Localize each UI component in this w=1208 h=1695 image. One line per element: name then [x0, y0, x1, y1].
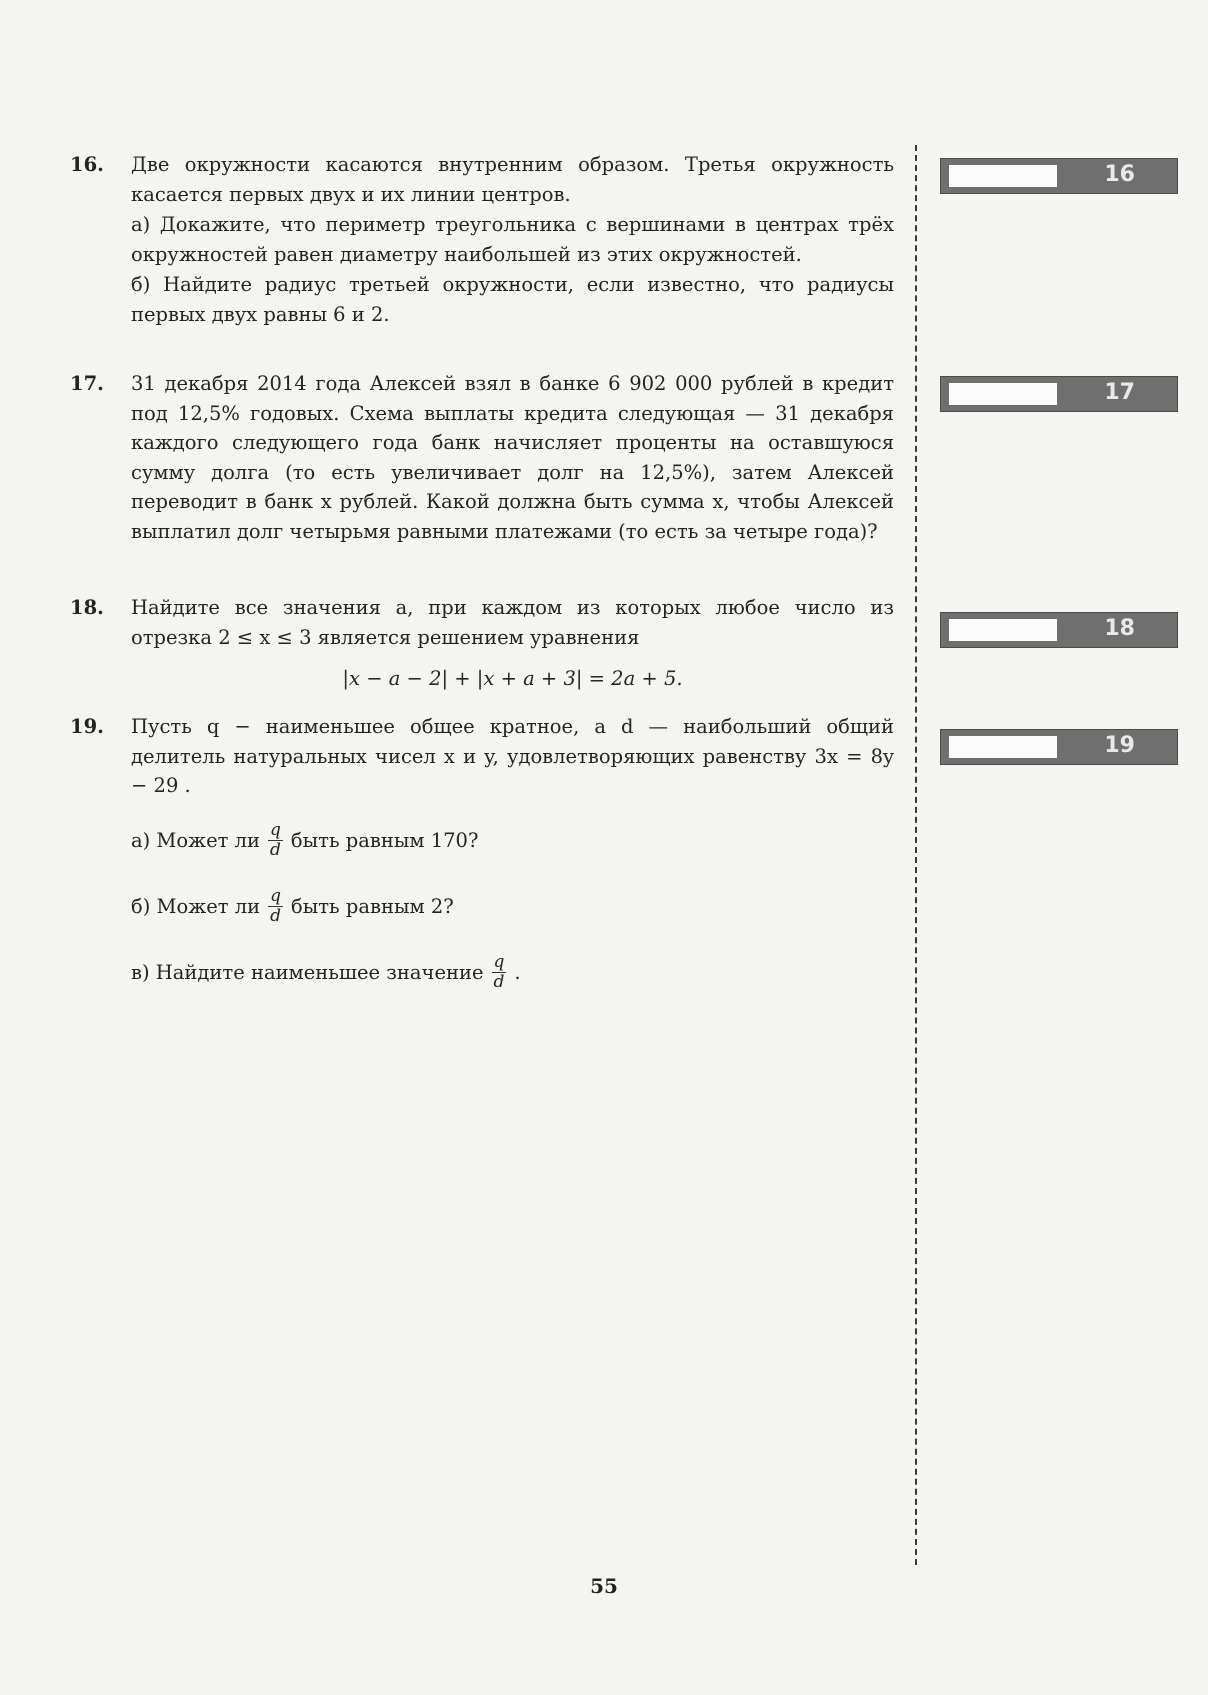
fraction-numerator: q	[270, 886, 281, 906]
subquestion-a	[131, 815, 894, 867]
subquestion-b	[131, 881, 894, 933]
fraction-q-over-d	[268, 887, 283, 926]
cut-line-divider	[915, 145, 917, 1565]
problem-18	[70, 593, 894, 694]
answer-field[interactable]	[949, 619, 1057, 641]
answer-box-16[interactable]	[940, 158, 1178, 194]
problem-19	[70, 712, 894, 999]
subquestion-suffix: .	[514, 960, 521, 984]
answer-box-17[interactable]	[940, 376, 1178, 412]
answer-box-19[interactable]	[940, 729, 1178, 765]
problem-17	[70, 369, 894, 546]
problem-text: 31 декабря 2014 года Алексей взял в банке 6 902 000 рублей в кредит под 12,5% годовых. Схема выплаты кредита следующая — 31 декабря каждого следующего года банк начисляет проценты на оставшуюся сумму долга (то есть увеличивает долг на 12,5%), затем Алексей переводит в банк x рублей. Какой должна быть сумма x, чтобы Алексей выплатил долг четырьмя равными платежами (то есть за четыре года)?	[131, 372, 894, 543]
answer-box-18[interactable]	[940, 612, 1178, 648]
problem-number: 19.	[70, 715, 104, 738]
answer-box-label: 19	[1104, 733, 1135, 758]
subquestion-prefix: в) Найдите наименьшее значение	[131, 960, 484, 984]
subquestion-suffix: быть равным 2?	[291, 894, 454, 918]
problem-part-b: б) Найдите радиус третьей окружности, если известно, что радиусы первых двух равны 6 и 2.	[131, 273, 894, 326]
problem-text: Найдите все значения a, при каждом из которых любое число из отрезка 2 ≤ x ≤ 3 является решением уравнения	[131, 596, 894, 649]
answer-field[interactable]	[949, 165, 1057, 187]
subquestion-prefix: б) Может ли	[131, 894, 261, 918]
fraction-denominator: d	[270, 840, 281, 860]
fraction-q-over-d	[492, 953, 507, 992]
answer-box-label: 18	[1104, 616, 1135, 641]
equation: |x − a − 2| + |x + a + 3| = 2a + 5.	[342, 667, 683, 690]
subquestion-prefix: а) Может ли	[131, 828, 260, 852]
problem-16	[70, 150, 894, 329]
fraction-numerator: q	[270, 820, 281, 840]
problem-text: Две окружности касаются внутренним образом. Третья окружность касается первых двух и их линии центров.	[131, 153, 894, 206]
fraction-numerator: q	[493, 952, 505, 972]
fraction-denominator: d	[270, 906, 281, 926]
answer-field[interactable]	[949, 736, 1057, 758]
answer-box-label: 17	[1104, 380, 1135, 405]
problem-number: 16.	[70, 153, 104, 176]
subquestion-c	[131, 947, 894, 999]
problem-number: 18.	[70, 596, 104, 619]
fraction-denominator: d	[493, 972, 505, 992]
answer-field[interactable]	[949, 383, 1057, 405]
fraction-q-over-d	[268, 821, 283, 860]
subquestion-suffix: быть равным 170?	[290, 828, 479, 852]
problem-number: 17.	[70, 372, 104, 395]
page-number: 55	[590, 1574, 618, 1598]
answer-box-label: 16	[1104, 162, 1135, 187]
problem-part-a: а) Докажите, что периметр треугольника с вершинами в центрах трёх окружностей равен диаметру наибольшей из этих окружностей.	[131, 213, 894, 266]
problem-text: Пусть q − наименьшее общее кратное, а d — наибольший общий делитель натуральных чисел x и y, удовлетворяющих равенству 3x = 8y − 29 .	[131, 715, 894, 797]
